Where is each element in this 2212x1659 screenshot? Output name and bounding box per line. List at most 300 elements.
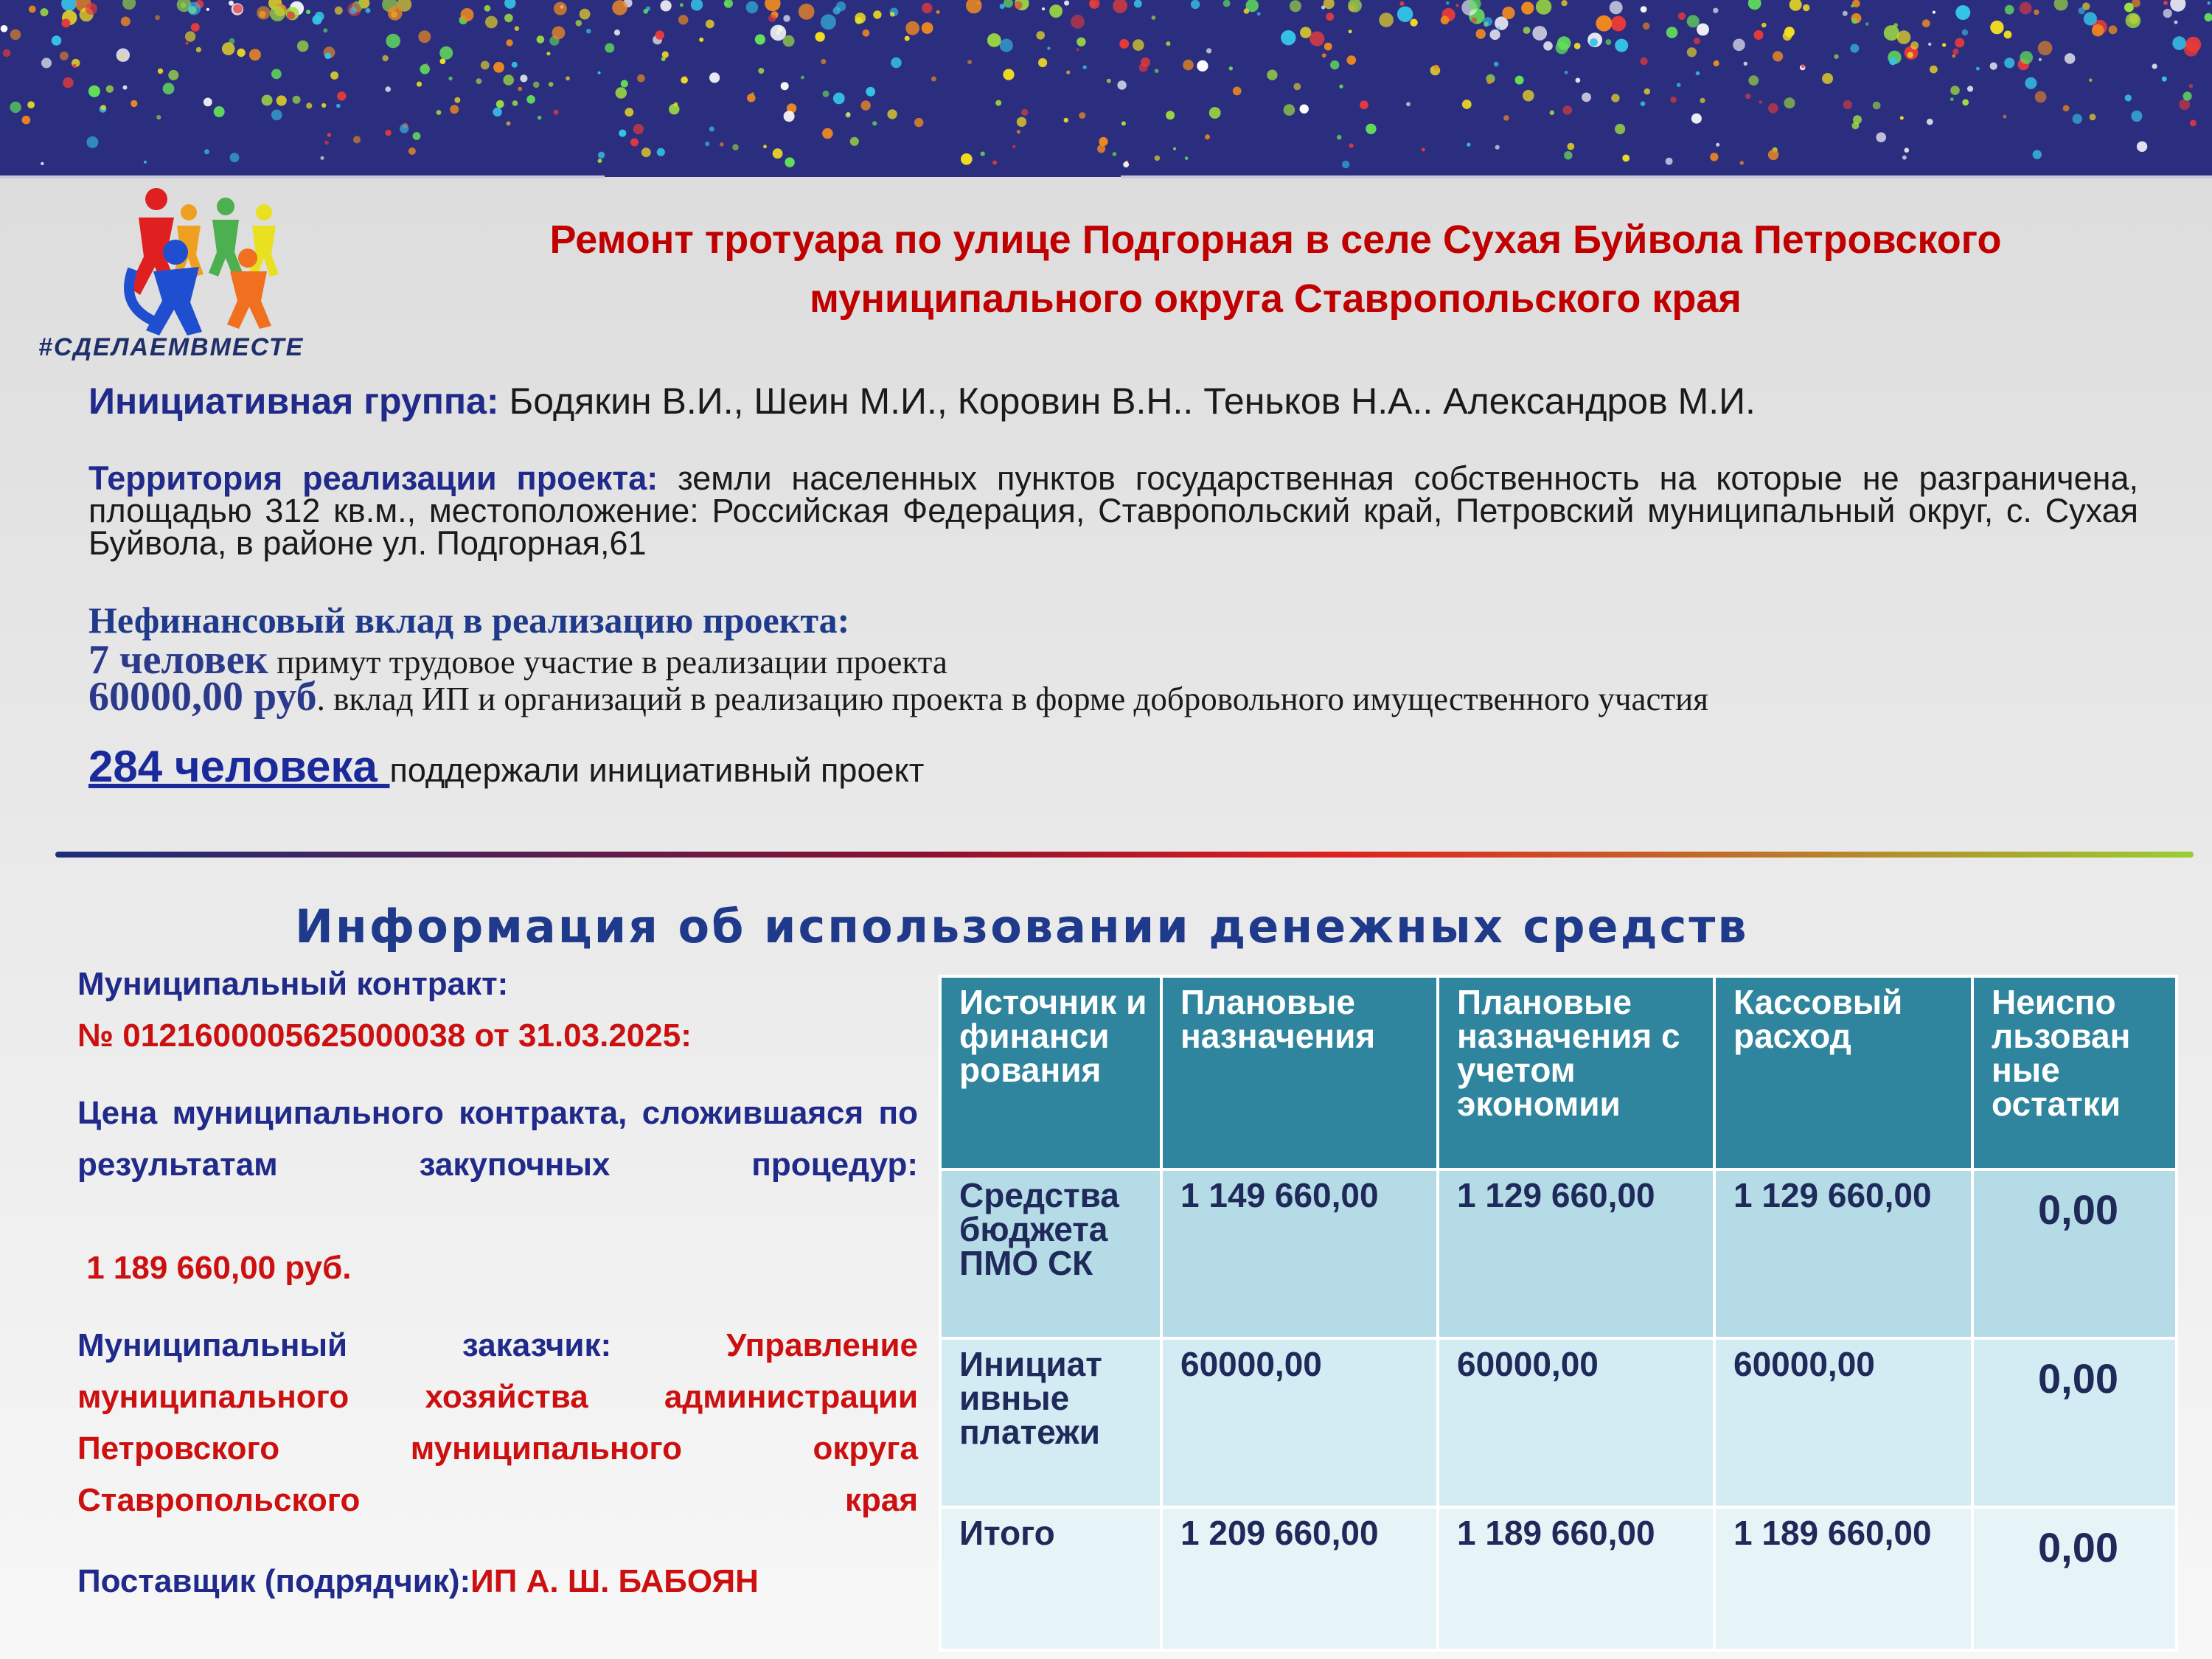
confetti-dot [2005,5,2014,15]
customer-label: Муниципальный заказчик: [77,1327,726,1363]
confetti-dot [2131,111,2142,122]
confetti-dot [1349,29,1352,33]
confetti-dot [1768,150,1778,160]
confetti-dot [815,32,825,41]
confetti-dot [661,57,666,61]
confetti-dot [861,100,871,110]
cell-planned: 1 209 660,00 [1161,1507,1438,1650]
table-row [940,1507,2177,1650]
confetti-dot [504,0,515,9]
confetti-dot [1801,64,1805,68]
confetti-dot [2065,53,2076,64]
confetti-dot [408,147,416,155]
confetti-dot [1834,55,1838,59]
confetti-dot [168,70,178,80]
confetti-dot [643,9,648,14]
confetti-dot [2003,115,2007,119]
confetti-dot [1446,1,1449,4]
confetti-dot [52,35,62,46]
confetti-dot [2025,77,2037,89]
confetti-dot [1117,80,1126,89]
confetti-dot [1590,38,1598,46]
header-banner [0,0,2212,177]
confetti-dot [88,86,100,97]
confetti-dot [2126,13,2141,29]
table-row [940,1169,2177,1338]
confetti-dot [580,9,591,20]
confetti-dot [323,28,327,32]
confetti-dot [1773,51,1783,61]
confetti-dot [598,72,601,74]
confetti-dot [2137,142,2147,152]
confetti-dot [1691,114,1702,124]
confetti-dot [538,116,542,120]
territory-label: Территория реализации проекта: [88,459,658,497]
confetti-dot [2174,21,2178,24]
confetti-dot [1851,4,1854,7]
confetti-dot [890,12,895,17]
confetti-dot [641,147,651,157]
cell-source: Средства бюджета ПМО СК [940,1169,1161,1338]
confetti-dot [1523,27,1531,34]
confetti-dot [1670,97,1677,103]
confetti-dot [821,14,836,29]
confetti-dot [1976,67,1980,71]
cell-unused-balance: 0,00 [1972,1338,2177,1507]
confetti-dot [554,2,567,15]
confetti-dot [1523,90,1534,102]
confetti-dot [122,0,136,10]
header-source: Источник и финанси рования [940,976,1161,1169]
confetti-dot [1000,39,1013,52]
confetti-dot [987,33,1001,47]
confetti-dot [230,153,240,162]
confetti-dot [633,124,644,134]
confetti-dot [537,35,545,44]
confetti-dot [249,49,261,60]
confetti-dot [2109,26,2118,35]
confetti-dot [822,128,833,139]
confetti-dot [783,15,790,21]
confetti-dot [681,77,688,84]
confetti-dot [1205,134,1210,139]
confetti-dot [846,113,851,118]
confetti-dot [1582,92,1591,102]
logo-hashtag: #СДЕЛАЕМВМЕСТЕ [38,333,305,361]
confetti-dot [1744,62,1747,66]
confetti-dot [1942,43,1946,46]
territory [88,459,2138,562]
confetti-dot [1865,22,1868,25]
confetti-dot [2038,41,2053,56]
confetti-dot [337,91,346,100]
confetti-dot [385,130,391,136]
confetti-dot [1666,158,1673,165]
confetti-dot [1233,87,1242,96]
confetti-dot [566,76,570,80]
confetti-dot [106,86,114,93]
confetti-dot [1740,161,1744,164]
confetti-dot [1783,32,1792,41]
confetti-dot [1155,156,1160,161]
confetti-dot [1687,15,1700,27]
confetti-dot [655,30,664,39]
confetti-dot [1077,48,1079,51]
confetti-dot [448,77,452,80]
confetti-dot [1471,18,1477,24]
confetti-dot [1324,43,1332,51]
confetti-dot [1843,100,1852,109]
confetti-dot [1038,58,1047,67]
confetti-decoration [0,0,2212,177]
contract-label: Муниципальный контракт: [77,966,509,1002]
confetti-dot [1077,38,1085,46]
confetti-dot [60,52,69,60]
confetti-dot [1640,58,1647,65]
confetti-dot [1536,0,1551,15]
cell-planned-economy: 1 189 660,00 [1438,1507,1714,1650]
confetti-dot [674,102,678,107]
confetti-dot [1330,60,1339,69]
confetti-dot [961,153,973,165]
confetti-dot [2092,24,2104,37]
confetti-dot [1134,0,1142,8]
confetti-dot [1300,105,1309,114]
confetti-dot [2190,120,2197,127]
confetti-dot [2073,114,2082,124]
confetti-dot [1047,46,1050,49]
confetti-dot [1462,100,1472,109]
confetti-dot [1049,4,1062,18]
confetti-dot [293,96,301,104]
confetti-dot [1494,62,1499,67]
confetti-dot [977,1,981,5]
confetti-dot [1223,0,1231,7]
confetti-dot [1822,73,1833,84]
confetti-dot [507,122,511,126]
confetti-dot [1121,122,1126,126]
confetti-dot [2089,79,2093,83]
confetti-dot [1990,21,2003,34]
confetti-dot [214,106,225,117]
confetti-dot [763,145,767,148]
confetti-dot [306,10,310,14]
confetti-dot [598,159,602,163]
confetti-dot [163,83,175,94]
confetti-dot [680,3,684,7]
confetti-dot [1036,31,1045,40]
confetti-dot [1574,43,1581,49]
confetti-dot [1012,145,1016,149]
confetti-dot [22,116,31,125]
confetti-dot [10,29,21,41]
confetti-dot [1197,60,1208,72]
confetti-dot [1300,27,1311,38]
confetti-dot [1206,48,1211,53]
confetti-dot [2189,84,2194,88]
confetti-dot [287,11,295,19]
confetti-dot [131,100,137,107]
confetti-dot [27,101,35,108]
confetti-dot [1955,5,1970,20]
confetti-dot [454,97,460,103]
confetti-dot [823,91,830,97]
contract-price-value: 1 189 660,00 руб. [77,1250,352,1286]
confetti-dot [1745,94,1750,99]
confetti-dot [614,29,620,35]
confetti-dot [41,58,52,68]
confetti-dot [297,41,309,52]
page-title: Ремонт тротуара по улице Подгорная в селе Сухая Буйвола Петровского муниципального округа Ставропольского края [549,218,2002,321]
confetti-dot [120,55,125,59]
confetti-dot [922,22,933,34]
confetti-dot [327,133,331,136]
confetti-dot [1714,60,1719,66]
confetti-dot [773,148,783,159]
confetti-dot [833,7,841,14]
confetti-dot [724,0,733,8]
confetti-dot [518,87,522,91]
confetti-dot [1123,161,1129,167]
confetti-dot [1557,36,1571,50]
confetti-dot [1064,118,1068,122]
confetti-dot [931,77,936,82]
confetti-dot [476,78,482,84]
confetti-dot [1406,102,1411,106]
confetti-dot [1907,52,1913,58]
confetti-dot [678,15,688,24]
confetti-dot [866,87,875,97]
confetti-dot [1876,132,1886,142]
confetti-dot [891,58,901,68]
confetti-dot [768,15,776,22]
confetti-dot [2054,0,2068,11]
confetti-dot [863,29,870,37]
confetti-dot [1955,38,1964,48]
confetti-dot [276,95,287,105]
confetti-dot [1042,7,1045,10]
confetti-dot [1641,101,1646,106]
confetti-dot [386,34,400,49]
confetti-dot [1066,71,1070,74]
confetti-dot [967,60,972,64]
confetti-dot [413,132,421,140]
confetti-dot [1928,43,1931,46]
confetti-dot [833,92,845,104]
confetti-dot [621,80,628,87]
confetti-dot [914,118,923,127]
confetti-dot [420,64,430,74]
confetti-dot [1113,152,1117,156]
confetti-dot [1853,115,1862,124]
confetti-dot [781,82,789,90]
confetti-dot [336,104,341,108]
confetti-dot [503,74,514,86]
confetti-dot [506,39,512,46]
confetti-dot [1564,151,1572,159]
confetti-dot [1694,38,1700,44]
confetti-dot [1790,0,1802,11]
cell-source: Итого [940,1507,1161,1650]
supplier [77,1556,918,1607]
confetti-dot [349,7,357,15]
confetti-dot [1410,19,1417,27]
confetti-dot [526,95,535,104]
confetti-dot [605,44,614,53]
confetti-dot [872,121,877,125]
confetti-dot [1433,65,1439,70]
confetti-dot [1166,41,1170,46]
confetti-dot [1927,119,1933,125]
confetti-dot [1611,94,1619,102]
confetti-dot [783,35,795,47]
confetti-dot [156,115,161,119]
confetti-dot [1185,156,1189,160]
confetti-dot [1716,143,1719,147]
confetti-dot [1733,39,1745,52]
confetti-dot [461,8,474,21]
confetti-dot [598,152,605,159]
confetti-dot [1191,0,1200,9]
cell-unused-balance: 0,00 [1972,1169,2177,1338]
confetti-dot [86,3,97,15]
confetti-dot [484,5,491,12]
confetti-dot [1697,24,1709,36]
confetti-dot [1596,15,1612,32]
confetti-dot [1952,49,1958,55]
cell-cash-expense: 60000,00 [1714,1338,1972,1507]
confetti-dot [450,105,459,114]
confetti-dot [755,34,765,44]
confetti-dot [270,6,285,21]
confetti-dot [2084,12,2097,25]
confetti-dot [2162,77,2167,82]
confetti-dot [1322,53,1326,58]
confetti-dot [1678,13,1686,20]
confetti-dot [1615,39,1628,52]
confetti-dot [2079,7,2085,14]
confetti-dot [705,142,709,146]
confetti-dot [2163,9,2172,18]
confetti-dot [493,108,501,116]
confetti-dot [1532,26,1547,41]
confetti-dot [1326,13,1334,21]
confetti-dot [2090,114,2096,120]
confetti-dot [315,12,324,21]
confetti-dot [1397,7,1413,22]
cell-unused-balance: 0,00 [1972,1507,2177,1650]
confetti-dot [1759,100,1762,103]
confetti-dot [758,68,764,74]
confetti-dot [520,74,527,82]
confetti-dot [324,52,331,59]
confetti-dot [586,29,591,34]
confetti-dot [657,148,665,156]
confetti-dot [1521,1,1534,14]
confetti-dot [1502,7,1514,19]
confetti-dot [330,72,338,80]
confetti-dot [1567,143,1574,150]
banner-divider [0,175,605,178]
confetti-dot [1677,83,1681,87]
confetti-dot [504,14,513,23]
confetti-dot [61,18,70,27]
confetti-dot [873,10,881,18]
confetti-dot [1003,69,1014,80]
confetti-dot [1267,70,1277,80]
confetti-dot [512,62,518,68]
confetti-dot [552,27,566,40]
confetti-dot [2179,99,2190,110]
confetti-dot [1768,103,1778,114]
confetti-dot [86,136,98,148]
confetti-dot [720,142,724,147]
confetti-dot [1107,79,1111,83]
confetti-dot [821,59,826,64]
confetti-dot [187,2,201,15]
confetti-dot [2033,150,2042,159]
confetti-dot [1229,66,1233,70]
financing-table [939,975,2178,1652]
confetti-dot [887,109,897,119]
confetti-dot [1017,117,1026,127]
confetti-dot [144,161,147,164]
confetti-dot [1360,100,1368,109]
confetti-dot [1349,143,1354,147]
people-group-icon [29,184,354,339]
confetti-dot [2183,91,2192,100]
supplier-value: ИП А. Ш. БАБОЯН [470,1563,759,1599]
table-row [940,1338,2177,1507]
confetti-dot [799,4,815,20]
confetti-dot [158,69,163,74]
cell-planned-economy: 1 129 660,00 [1438,1169,1714,1338]
confetti-dot [1155,69,1159,73]
confetti-dot [2208,1,2211,4]
confetti-dot [206,8,209,11]
confetti-dot [1962,29,1968,35]
confetti-dot [321,156,324,160]
confetti-dot [233,4,243,13]
confetti-dot [1641,6,1647,13]
support-count: 284 человека [88,742,390,791]
confetti-dot [366,8,371,13]
confetti-dot [1337,135,1342,140]
confetti-dot [41,162,44,165]
nonfinancial-amount [88,673,2138,720]
initiative-group [88,380,2138,422]
confetti-dot [1850,44,1859,53]
people-text: примут трудовое участие в реализации проекта [268,644,947,681]
confetti-dot [204,149,209,154]
cell-source: Инициат ивные платежи [940,1338,1161,1507]
confetti-dot [306,102,312,108]
confetti-dot [1687,47,1697,57]
confetti-dot [1257,12,1261,15]
confetti-dot [1843,11,1848,16]
confetti-dot [637,74,645,83]
confetti-dot [1950,97,1954,101]
confetti-dot [1851,18,1858,24]
confetti-dot [29,5,36,13]
confetti-dot [1166,111,1175,119]
confetti-dot [400,124,408,133]
confetti-dot [619,130,626,137]
confetti-dot [706,20,714,29]
confetti-dot [1399,1,1404,6]
confetti-dot [1310,32,1324,46]
confetti-dot [1497,27,1500,30]
